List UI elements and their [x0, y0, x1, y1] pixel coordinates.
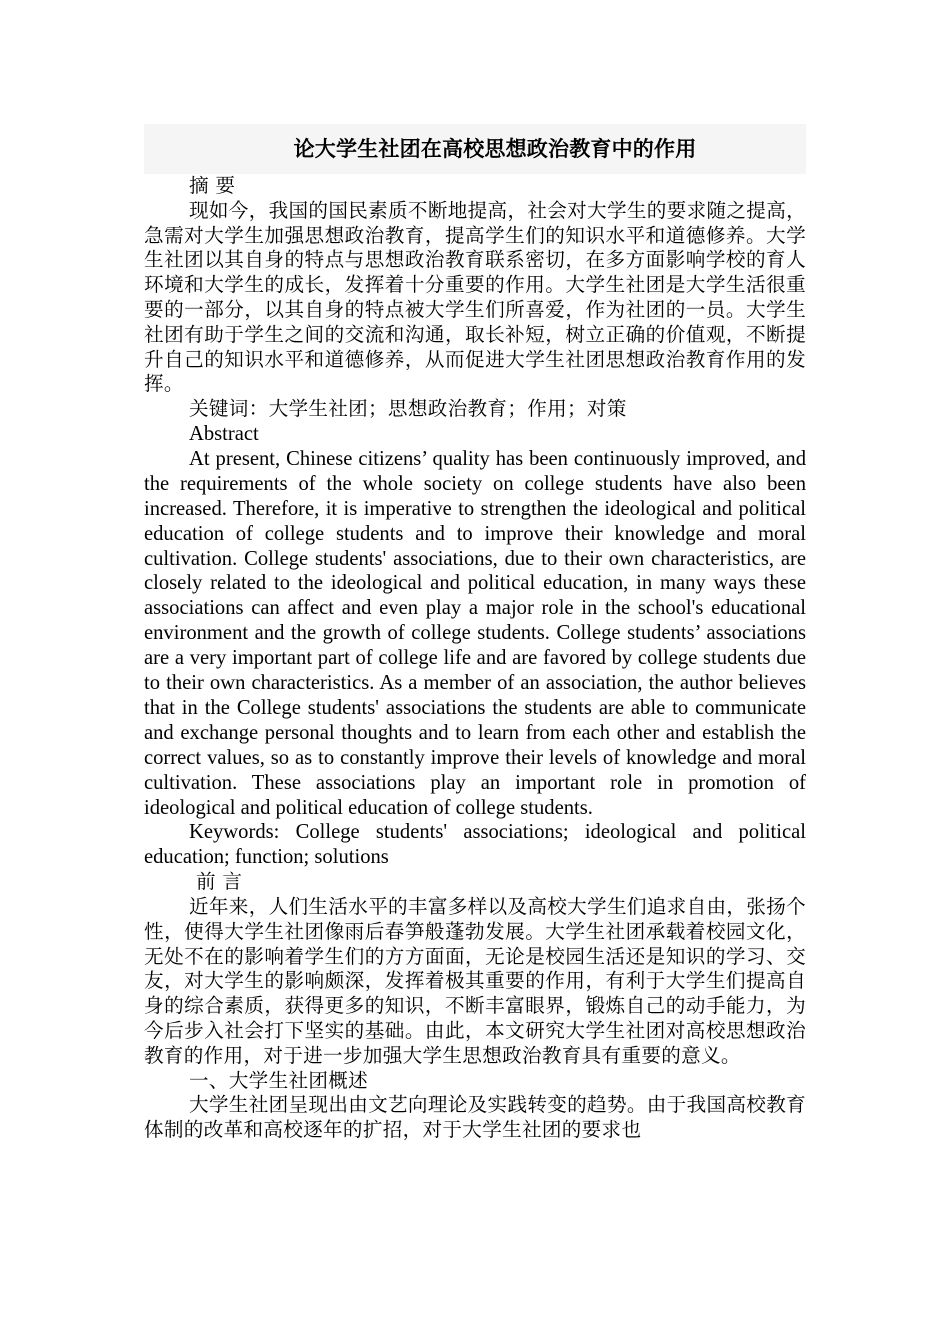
section1-heading: 一、大学生社团概述 [189, 1068, 369, 1092]
preface-body: 近年来，人们生活水平的丰富多样以及高校大学生们追求自由，张扬个性，使得大学生社团像雨后春笋般蓬勃发展。大学生社团承载着校园文化，无处不在的影响着学生们的方方面面，无论是校园生活还是知识的学习、交友，对大学生的影响颇深，发挥着极其重要的作用，有利于大学生们提高自身的综合素质，获得更多的知识，不断丰富眼界，锻炼自己的动手能力，为今后步入社会打下坚实的基础。由此，本文研究大学生社团对高校思想政治教育的作用，对于进一步加强大学生思想政治教育具有重要的意义。 [144, 895, 806, 1067]
document-content [144, 124, 806, 1143]
abstract-en-body: At present, Chinese citizens’ quality has been continuously improved, and the requirements of the whole society on college students have also been increased. Therefore, it is imperative to strengthen the ideological and political education of college students and to improve their knowledge and moral cultivation. College students' associations, due to their own characteristics, are closely related to the ideological and political education, in many ways these associations can affect and even play a major role in the school's educational environment and the growth of college students. College students’ associations are a very important part of college life and are favored by college students due to their own characteristics. As a member of an association, the author believes that in the College students' associations the students are able to communicate and exchange personal thoughts and to learn from each other and establish the correct values, so as to constantly improve their levels of knowledge and moral cultivation. These associations play an important role in promotion of ideological and political education of college students. [144, 447, 806, 819]
abstract-cn-body: 现如今，我国的国民素质不断地提高，社会对大学生的要求随之提高，急需对大学生加强思想政治教育，提高学生们的知识水平和道德修养。大学生社团以其自身的特点与思想政治教育联系密切，在多方面影响学校的育人环境和大学生的成长，发挥着十分重要的作用。大学生社团是大学生活很重要的一部分，以其自身的特点被大学生们所喜爱，作为社团的一员。大学生社团有助于学生之间的交流和沟通，取长补短，树立正确的价值观，不断提升自己的知识水平和道德修养，从而促进大学生社团思想政治教育作用的发挥。 [144, 198, 806, 396]
abstract-en-keywords: Keywords: College students' associations; ideological and political education; function; solutions [144, 821, 806, 869]
section1-body: 大学生社团呈现出由文艺向理论及实践转变的趋势。由于我国高校教育体制的改革和高校逐年的扩招，对于大学生社团的要求也 [144, 1093, 806, 1142]
preface-heading: 前 言 [196, 870, 243, 894]
document-title: 论大学生社团在高校思想政治教育中的作用 [144, 124, 806, 174]
abstract-cn-keywords: 关键词：大学生社团；思想政治教育；作用；对策 [189, 397, 627, 421]
abstract-en-heading: Abstract [189, 422, 259, 445]
abstract-cn-heading: 摘 要 [189, 174, 236, 197]
